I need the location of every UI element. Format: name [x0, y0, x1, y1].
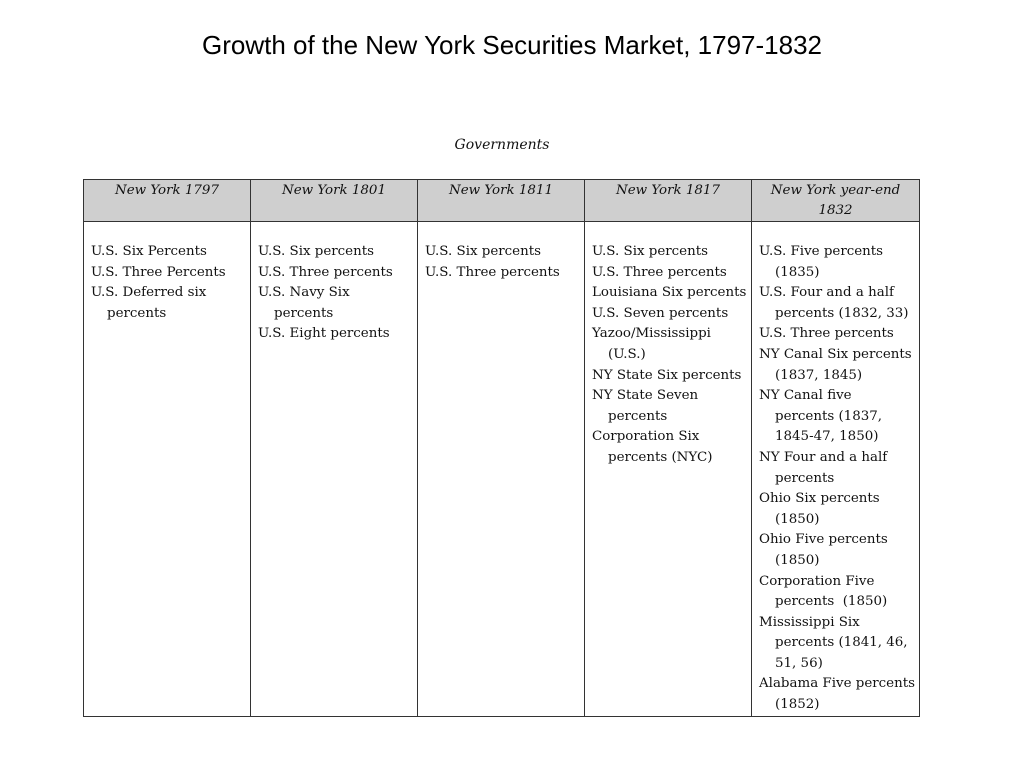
security-item: U.S. Six percents: [258, 244, 374, 259]
securities-list: [258, 242, 413, 345]
security-item: U.S. Three percents: [759, 326, 894, 342]
security-item: U.S. Six percents: [592, 244, 708, 259]
table-caption: Governments: [454, 137, 550, 153]
securities-table: [83, 179, 920, 717]
security-item: U.S. Six percents: [425, 244, 541, 259]
securities-list: [425, 242, 580, 283]
table-cell: [752, 222, 920, 717]
security-item: Louisiana Six percents: [592, 285, 747, 301]
security-item: NY Canal Six percents (1837, 1845): [759, 346, 916, 383]
table-cell: [251, 222, 418, 717]
column-header: New York 1801: [251, 180, 418, 222]
security-item: Alabama Five percents (1852): [759, 676, 920, 713]
securities-list: [91, 242, 246, 324]
page-title: Growth of the New York Securities Market, 1797-1832: [202, 30, 822, 60]
column-header: New York year-end 1832: [752, 180, 920, 222]
security-item: NY State Seven percents: [592, 388, 703, 424]
security-item: Corporation Five percents (1850): [759, 573, 888, 610]
security-item: U.S. Five percents (1835): [759, 244, 888, 280]
table-cell: [585, 222, 752, 717]
table-cell: [84, 222, 251, 717]
security-item: Ohio Six percents (1850): [759, 491, 884, 527]
security-item: Yazoo/Mississippi (U.S.): [592, 326, 716, 362]
security-item: U.S. Four and a half percents (1832, 33): [759, 285, 909, 321]
security-item: Corporation Six percents (NYC): [592, 429, 713, 465]
security-item: U.S. Three percents: [592, 264, 727, 280]
column-header: New York 1817: [585, 180, 752, 222]
security-item: U.S. Deferred six percents: [91, 285, 211, 321]
table-cell: [418, 222, 585, 717]
security-item: U.S. Six Percents: [91, 244, 207, 259]
security-item: U.S. Three percents: [425, 264, 560, 280]
security-item: U.S. Three percents: [258, 264, 393, 280]
security-item: U.S. Eight percents: [258, 326, 390, 342]
column-header: New York 1797: [84, 180, 251, 222]
security-item: NY Four and a half percents: [759, 449, 892, 486]
security-item: NY State Six percents: [592, 367, 742, 383]
securities-list: [592, 242, 747, 469]
security-item: U.S. Seven percents: [592, 305, 729, 321]
securities-list: [759, 242, 920, 716]
security-item: U.S. Three Percents: [91, 264, 226, 280]
security-item: Mississippi Six percents (1841, 46, 51, 56): [759, 614, 912, 671]
table-body-row: [84, 222, 920, 717]
table-header-row: [84, 180, 920, 222]
security-item: NY Canal five percents (1837, 1845-47, 1850): [759, 388, 887, 445]
security-item: U.S. Navy Six percents: [258, 285, 354, 321]
column-header: New York 1811: [418, 180, 585, 222]
security-item: Ohio Five percents (1850): [759, 532, 892, 568]
